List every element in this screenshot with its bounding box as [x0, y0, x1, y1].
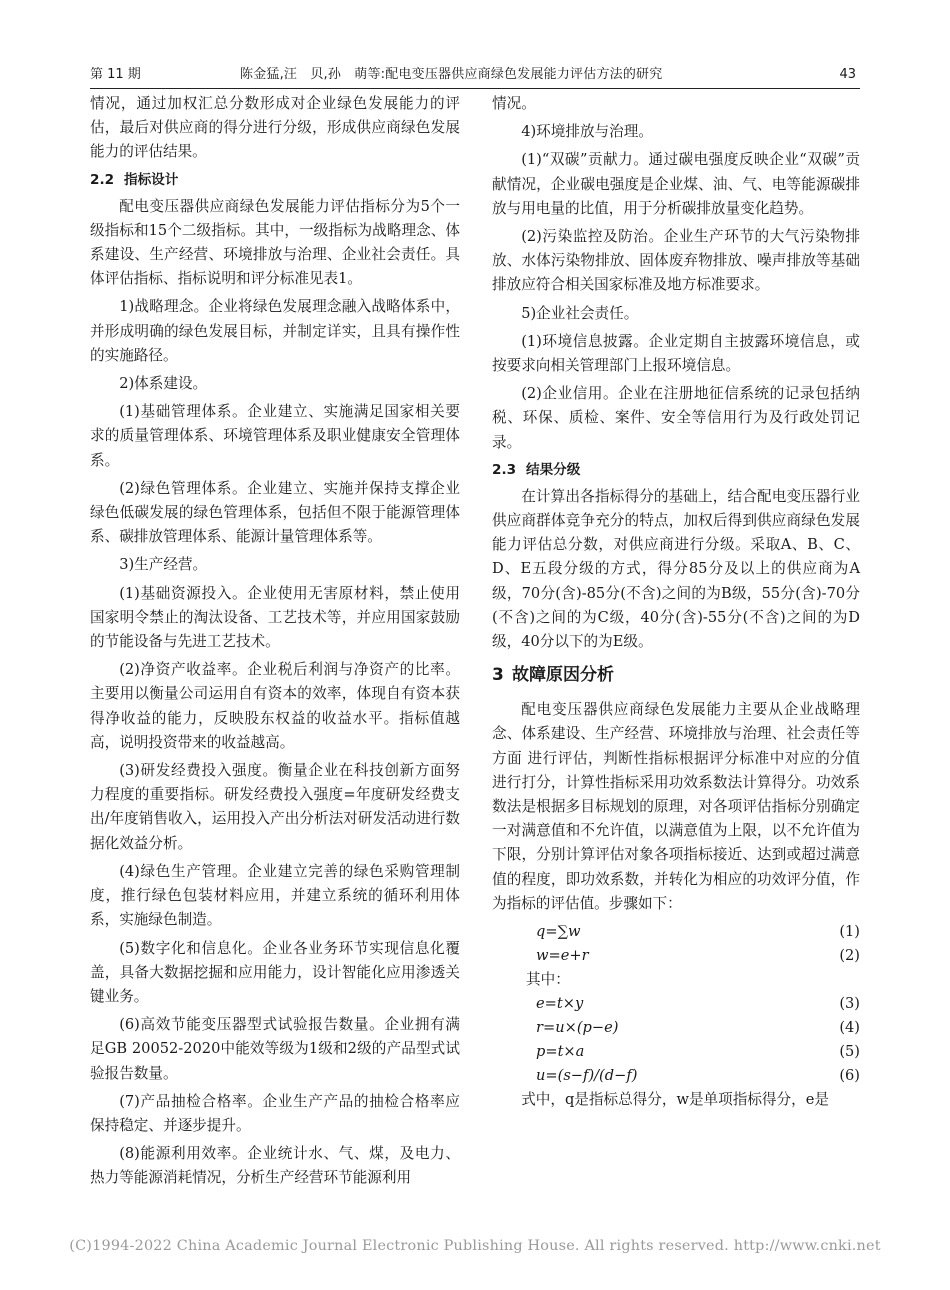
paragraph: (1)基础资源投入。企业使用无害原材料，禁止使用国家明令禁止的淘汰设备、工艺技术等，并应用国家鼓励的节能设备与先进工艺技术。 [90, 584, 460, 651]
section-heading-2-3 [492, 459, 860, 481]
equation-1 [492, 920, 860, 944]
paragraph: (1)“双碳”贡献力。通过碳电强度反映企业“双碳”贡献情况，企业碳电强度是企业煤、油、气、电等能源碳排放与用电量的比值，用于分析碳排放量变化趋势。 [492, 151, 860, 217]
equation-body: u=(s−f)/(d−f) [536, 1067, 638, 1085]
paragraph: (5)数字化和信息化。企业各业务环节实现信息化覆盖，具备大数据挖掘和应用能力，设计智能化应用渗透关键业务。 [90, 939, 460, 1005]
equation-4 [492, 1016, 860, 1040]
equation-number: (1) [839, 923, 860, 941]
paragraph: 式中，q是指标总得分，w是单项指标得分，e是 [521, 1091, 829, 1109]
equation-5 [492, 1040, 860, 1064]
equation-intro [492, 968, 860, 992]
paragraph: 1)战略理念。企业将绿色发展理念融入战略体系中，并形成明确的绿色发展目标，并制定详实，且具有操作性的实施路径。 [90, 298, 460, 364]
paragraph: (1)环境信息披露。企业定期自主披露环境信息，或按要求向相关管理部门上报环境信息。 [492, 332, 860, 375]
equation-3 [492, 992, 860, 1016]
equation-body: w=e+r [536, 947, 589, 965]
equation-body: q=∑w [536, 923, 581, 941]
paragraph: (2)净资产收益率。企业税后利润与净资产的比率。主要用以衡量公司运用自有资本的效率，体现自有资本获得净收益的能力，反映股东权益的收益水平。指标值越高，说明投资带来的收益越高。 [90, 661, 460, 751]
right-column [492, 92, 860, 1116]
paragraph: 5)企业社会责任。 [521, 304, 639, 322]
equation-number: (2) [839, 947, 860, 965]
section-title: 指标设计 [124, 171, 179, 188]
equation-number: (3) [839, 995, 860, 1013]
section-heading-2-2 [90, 169, 460, 191]
paragraph: 情况，通过加权汇总分数形成对企业绿色发展能力的评估，最后对供应商的得分进行分级，形成供应商绿色发展能力的评估结果。 [90, 95, 460, 161]
equation-6 [492, 1064, 860, 1088]
equation-number: (4) [839, 1019, 860, 1037]
paragraph: (6)高效节能变压器型式试验报告数量。企业拥有满足GB 20052-2020中能效等级为1级和2级的产品型式试验报告数量。 [90, 1016, 460, 1082]
section-title: 结果分级 [526, 461, 581, 478]
paragraph: 配电变压器供应商绿色发展能力主要从企业战略理念、体系建设、生产经营、环境排放与治理、社会责任等方面 进行评估，判断性指标根据评分标准中对应的分值进行打分，计算性指标采用功效系数法计算得分。功效系数法是根据多目标规划的原理，对各项评估指标分别确定一对满意值和不允许值，以满意值为上限，以不允许值为下限，分别计算评估对象各项指标接近、达到或超过满意值的程度，即功效系数，并转化为相应的功效评分值，作为指标的评估值。步骤如下： [492, 701, 860, 912]
running-title: 陈金猛,汪 贝,孙 萌等:配电变压器供应商绿色发展能力评估方法的研究 [240, 67, 663, 82]
equation-number: (5) [839, 1043, 860, 1061]
equation-body: r=u×(p−e) [536, 1019, 619, 1037]
paragraph: (2)污染监控及防治。企业生产环节的大气污染物排放、水体污染物排放、固体废弃物排放、噪声排放等基础排放应符合相关国家标准及地方标准要求。 [492, 228, 860, 294]
equation-2 [492, 944, 860, 968]
equation-number: (6) [839, 1067, 860, 1085]
section-heading-3 [492, 662, 860, 688]
paragraph: 在计算出各指标得分的基础上，结合配电变压器行业供应商群体竞争充分的特点，加权后得到供应商绿色发展能力评估总分数，对供应商进行分级。采取A、B、C、D、E五段分级的方式，得分85分及以上的供应商为A级，70分(含)-85分(不含)之间的为B级，55分(含)-70分(不含)之间的为C级，40分(含)-55分(不含)之间的为D级，40分以下的为E级。 [492, 487, 860, 651]
paragraph: (8)能源利用效率。企业统计水、气、煤，及电力、热力等能源消耗情况，分析生产经营环节能源利用 [90, 1145, 460, 1187]
paragraph: (2)企业信用。企业在注册地征信系统的记录包括纳税、环保、质检、案件、安全等信用行为及行政处罚记录。 [492, 385, 860, 451]
paragraph: 情况。 [492, 95, 536, 112]
where-label: 其中： [526, 971, 570, 989]
paragraph: (3)研发经费投入强度。衡量企业在科技创新方面努力程度的重要指标。研发经费投入强度=年度研发经费支出/年度销售收入，运用投入产出分析法对研发活动进行数据化效益分析。 [90, 762, 460, 852]
section-number: 2.3 [492, 461, 517, 478]
paragraph: (7)产品抽检合格率。企业生产产品的抽检合格率应保持稳定、并逐步提升。 [90, 1092, 460, 1134]
paragraph: (4)绿色生产管理。企业建立完善的绿色采购管理制度，推行绿色包装材料应用，并建立系统的循环利用体系，实施绿色制造。 [90, 862, 460, 929]
section-number: 2.2 [90, 171, 115, 188]
section-title: 故障原因分析 [512, 665, 614, 686]
paragraph: 配电变压器供应商绿色发展能力评估指标分为5个一级指标和15个二级指标。其中，一级指标为战略理念、体系建设、生产经营、环境排放与治理、企业社会责任。具体评估指标、指标说明和评分标准见表1。 [90, 197, 460, 288]
equation-body: p=t×a [536, 1043, 585, 1061]
paragraph: (1)基础管理体系。企业建立、实施满足国家相关要求的质量管理体系、环境管理体系及职业健康安全管理体系。 [90, 403, 460, 469]
issue-number: 第 11 期 [90, 67, 141, 82]
page-number: 43 [839, 67, 856, 82]
copyright-footer: (C)1994-2022 China Academic Journal Electronic Publishing House. All rights reserved. http://www.cnki.net [69, 1238, 881, 1254]
paragraph: 4)环境排放与治理。 [521, 123, 653, 141]
equation-body: e=t×y [536, 995, 584, 1013]
section-number: 3 [492, 665, 504, 686]
paragraph: 2)体系建设。 [119, 375, 208, 393]
running-header [90, 64, 860, 89]
left-column [90, 92, 460, 1195]
paragraph: 3)生产经营。 [119, 556, 208, 574]
paragraph: (2)绿色管理体系。企业建立、实施并保持支撑企业绿色低碳发展的绿色管理体系，包括但不限于能源管理体系、碳排放管理体系、能源计量管理体系等。 [90, 479, 460, 546]
